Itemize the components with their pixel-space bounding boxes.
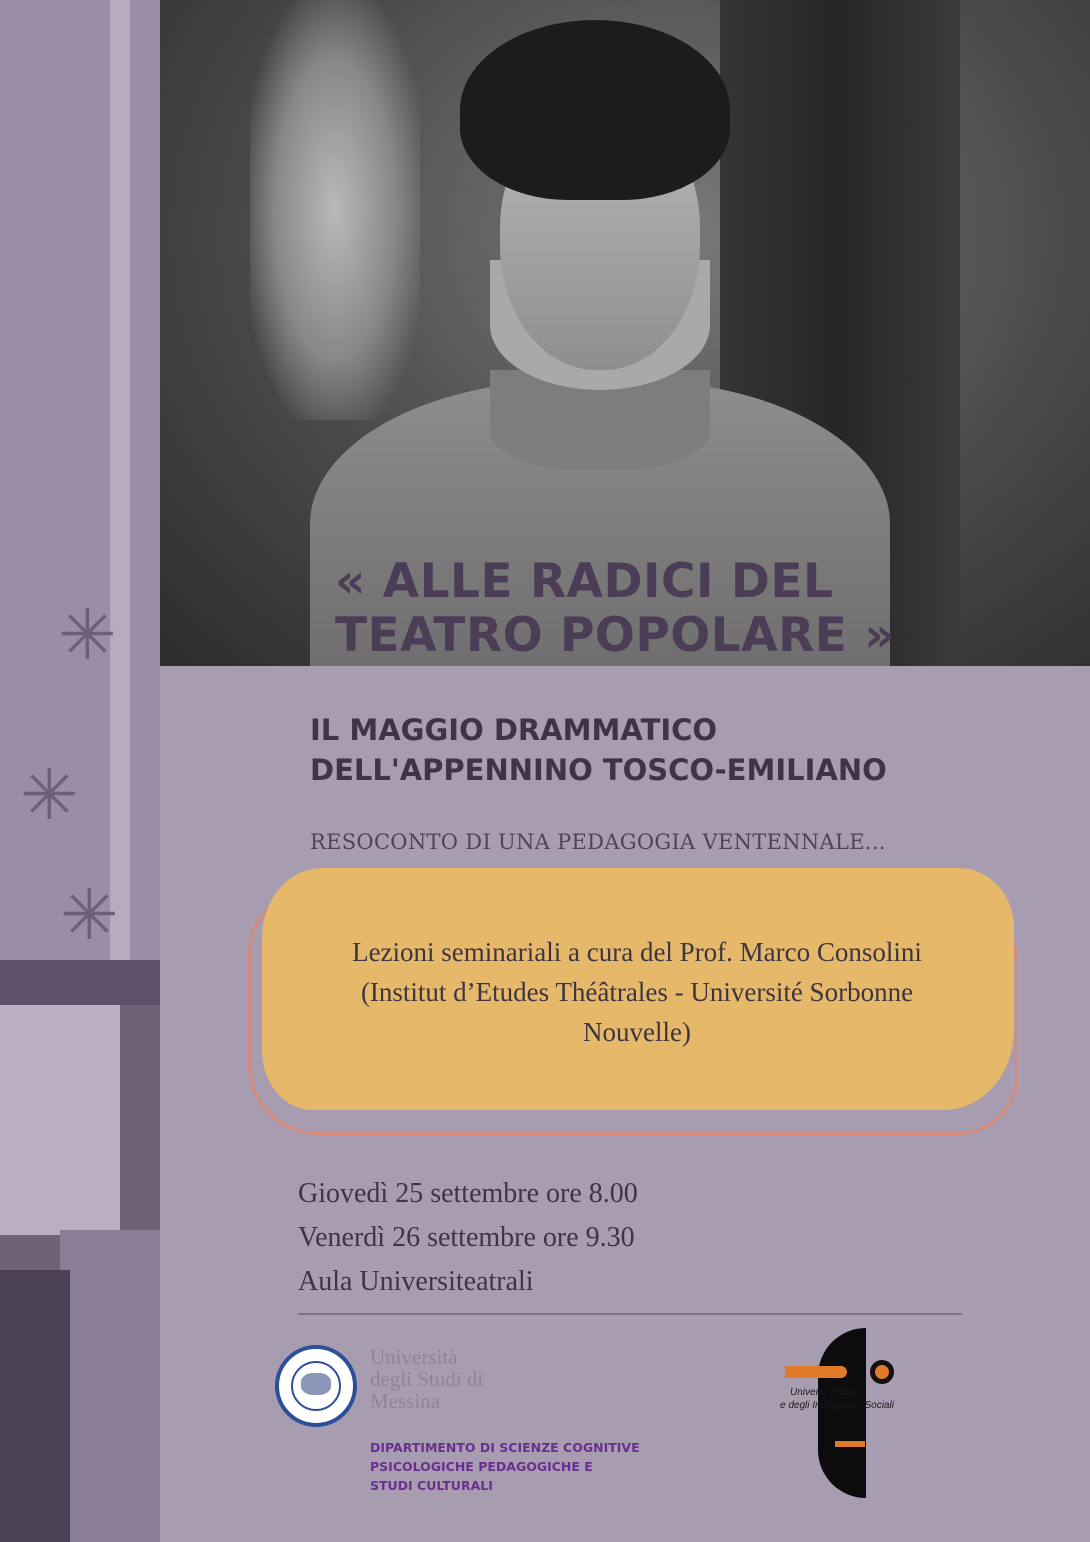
universi-teatrali-logo [780,1328,900,1498]
title-line: « ALLE RADICI DEL [335,554,834,609]
decorative-left-strip [0,0,160,1542]
event-subtitle [310,710,1050,790]
star-doodle-icon: ✳ [60,876,119,954]
lecture-line: Lezioni seminariali a cura del Prof. Marco Consolini [352,937,922,967]
hair [460,20,730,200]
divider [298,1313,962,1315]
subtitle-line: IL MAGGIO DRAMMATICO [310,713,718,747]
strip-panel [60,1230,160,1542]
university-name: Università degli Studi di Messina [370,1345,484,1413]
star-doodle-icon: ✳ [58,596,117,674]
strip-panel [0,1005,120,1235]
department-name: DIPARTIMENTO DI SCIENZE COGNITIVE PSICOLOGICHE PEDAGOGICHE E STUDI CULTURALI [370,1440,640,1493]
schedule [298,1172,918,1304]
title-line: TEATRO POPOLARE » [335,608,896,663]
star-doodle-icon: ✳ [20,756,79,834]
strip-panel [0,1270,70,1542]
tagline: RESOCONTO DI UNA PEDAGOGIA VENTENNALE... [310,830,886,854]
event-title [335,555,975,663]
university-seal-logo [275,1345,357,1427]
strip-panel [0,960,160,1005]
schedule-line: Venerdì 26 settembre ore 9.30 [298,1222,635,1253]
strip-panel [110,0,130,960]
lecture-line: Nouvelle) [583,1017,691,1047]
lecture-text [272,932,1002,1052]
schedule-line: Giovedì 25 settembre ore 8.00 [298,1178,638,1209]
lecture-line: (Institut d’Etudes Théâtrales - Université Sorbonne [360,977,914,1007]
partner-logo-text: Universi Teatrali e degli Immaginari Sociali [780,1387,894,1411]
schedule-line: Aula Universiteatrali [298,1266,534,1297]
subtitle-line: DELL'APPENNINO TOSCO-EMILIANO [310,753,887,787]
